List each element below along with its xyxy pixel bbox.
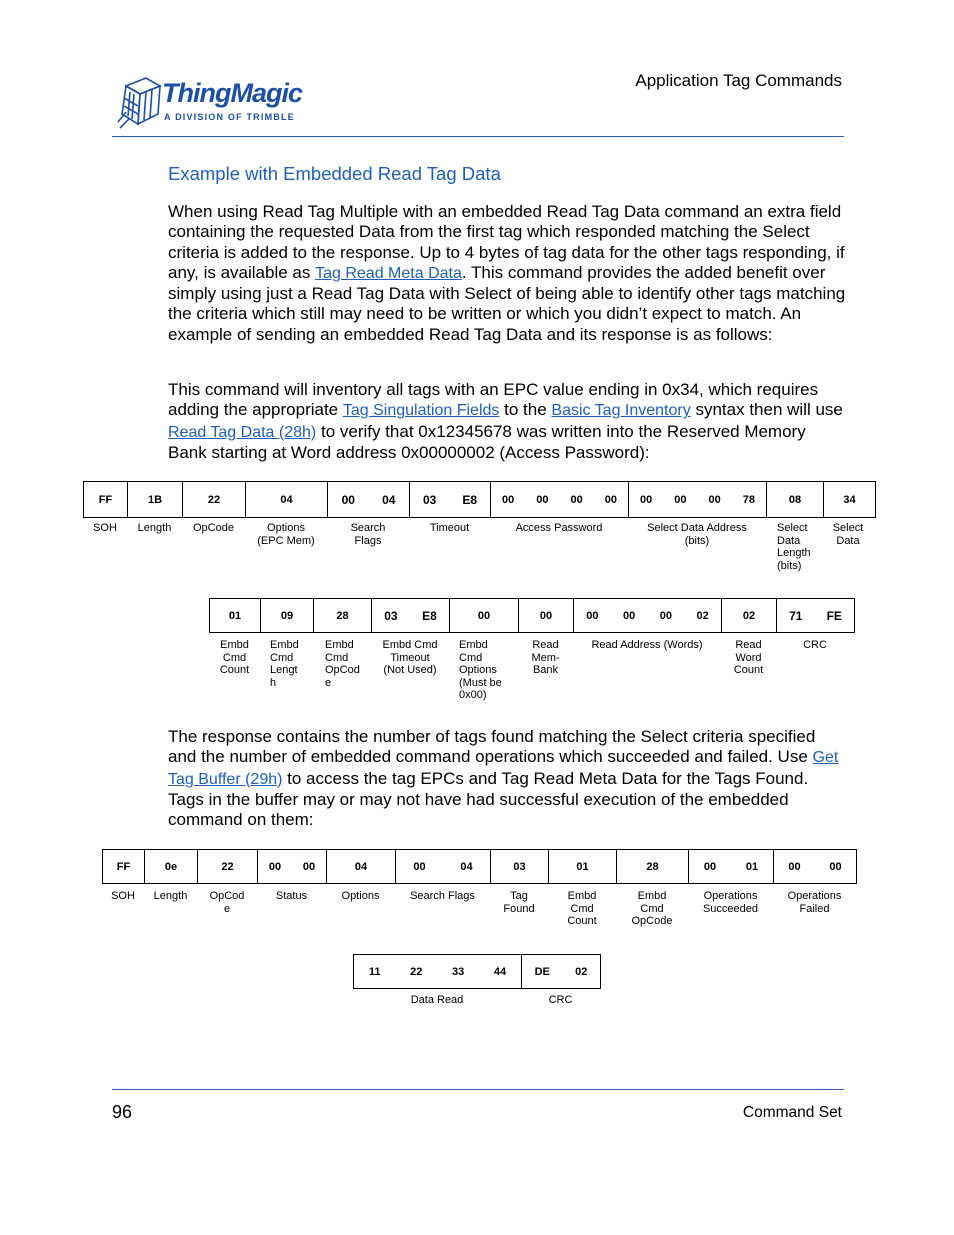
byte-cell <box>103 850 145 883</box>
byte-cell <box>372 599 450 632</box>
byte-value: 78 <box>742 493 755 506</box>
byte-value: 22 <box>410 965 423 978</box>
byte-cell <box>246 482 328 517</box>
byte-value: DE <box>534 965 550 978</box>
byte-value: 71 <box>789 608 803 623</box>
byte-value: 03 <box>422 492 437 507</box>
byte-cell <box>491 482 629 517</box>
field-label: Length <box>153 890 188 902</box>
byte-cell <box>519 599 574 632</box>
logo-mark-icon <box>116 72 162 130</box>
byte-cell <box>410 482 491 517</box>
byte-value: E8 <box>422 608 437 623</box>
byte-value: 00 <box>586 609 599 622</box>
field-label: Read Address (Words) <box>591 639 703 651</box>
byte-value: 00 <box>539 609 553 622</box>
byte-value: 28 <box>336 609 349 622</box>
byte-value: 1B <box>147 493 163 506</box>
field-label: Embd Cmd OpCode <box>631 890 673 927</box>
byte-value: 08 <box>788 493 802 506</box>
tag-singulation-fields-link[interactable]: Tag Singulation Fields <box>342 402 500 420</box>
byte-value: 00 <box>708 493 721 506</box>
byte-cell <box>722 599 777 632</box>
command-description-paragraph: This command will inventory all tags with an EPC value ending in 0x34, which requires adding the appropriate Tag Singulation Fields to the Basic Tag Inventory syntax then will use Read Tag Data (28h) to verify that 0x12345678 was written into the Reserved Memory Bank starting at Word address 0x00000002 (Access Password): <box>168 380 843 462</box>
byte-value: 00 <box>604 493 617 506</box>
byte-value: 03 <box>384 608 398 623</box>
byte-value: 04 <box>280 493 293 506</box>
byte-cell <box>629 482 767 517</box>
byte-value: 00 <box>659 609 672 622</box>
logo-wordmark: ThingMagic <box>162 78 302 108</box>
byte-cell <box>774 850 856 883</box>
footer-chapter: Command Set <box>742 1104 842 1121</box>
byte-value: 00 <box>536 493 549 506</box>
field-label: Embd Cmd Options (Must be 0x00) <box>459 639 502 701</box>
byte-value: 34 <box>843 493 856 506</box>
byte-value: E8 <box>462 492 477 507</box>
field-label: OpCode <box>193 522 234 534</box>
field-label: Access Password <box>515 522 603 534</box>
basic-tag-inventory-link[interactable]: Basic Tag Inventory <box>551 402 691 420</box>
embedded-field-labels <box>209 639 854 702</box>
response-field-labels <box>102 890 856 928</box>
field-label: Select Data Address (bits) <box>647 522 747 547</box>
get-tag-buffer-link[interactable]: Get Tag Buffer (29h) <box>168 749 839 788</box>
running-header: Application Tag Commands <box>635 71 842 90</box>
field-label: Operations Failed <box>787 890 842 915</box>
byte-value: 04 <box>354 860 368 873</box>
byte-cell <box>328 482 410 517</box>
response-bytes-table <box>102 849 857 884</box>
byte-cell <box>128 482 183 517</box>
field-label: Search Flags <box>410 890 475 902</box>
byte-cell <box>522 955 600 988</box>
byte-value: 28 <box>646 860 659 873</box>
byte-value: 09 <box>280 609 294 622</box>
field-label: Tag Found <box>503 890 535 915</box>
byte-value: 22 <box>221 860 234 873</box>
byte-value: FE <box>826 608 842 623</box>
field-label: Select Data Length (bits) <box>777 522 811 572</box>
byte-cell <box>574 599 722 632</box>
thingmagic-logo <box>116 72 316 132</box>
byte-cell <box>261 599 314 632</box>
byte-cell <box>258 850 327 883</box>
byte-value: 00 <box>674 493 687 506</box>
field-label: CRC <box>548 994 573 1006</box>
intro-paragraph: When using Read Tag Multiple with an embedded Read Tag Data command an extra field containing the requested Data from the first tag which responded matching the Select criteria is added to the response. Up to 4 bytes of tag data for the other tags responding, if any, is available as Tag Read Meta Data. This command provides the added benefit over simply using just a Read Tag Data with Select of being able to identify other tags matching the criteria which still may need to be written or which you didn’t expect to match. An example of sending an embedded Read Tag Data and its response is as follows: <box>168 202 846 344</box>
read-tag-data-link[interactable]: Read Tag Data (28h) <box>168 423 317 441</box>
byte-value: 22 <box>207 493 221 506</box>
field-label: Embd Cmd Lengt h <box>270 639 299 689</box>
field-label: Length <box>137 522 172 534</box>
byte-cell <box>777 599 854 632</box>
byte-cell <box>198 850 258 883</box>
data-read-field-labels <box>353 994 600 1007</box>
byte-value: 0e <box>164 860 178 873</box>
byte-value: 11 <box>368 965 381 978</box>
byte-cell <box>767 482 824 517</box>
field-label: Data Read <box>410 994 464 1006</box>
field-label: OpCod e <box>209 890 245 915</box>
byte-cell <box>84 482 128 517</box>
field-label: Options (EPC Mem) <box>257 522 315 547</box>
byte-cell <box>689 850 774 883</box>
byte-cell <box>183 482 246 517</box>
command-bytes-table <box>83 481 876 518</box>
byte-value: 00 <box>268 860 282 873</box>
field-label: SOH <box>111 890 135 902</box>
byte-cell <box>327 850 396 883</box>
byte-value: 02 <box>696 609 709 622</box>
byte-value: 00 <box>623 609 636 622</box>
field-label: Options <box>341 890 380 902</box>
byte-value: 01 <box>745 860 759 873</box>
field-label: Operations Succeeded <box>702 890 759 915</box>
embedded-command-bytes-table <box>209 598 855 633</box>
byte-value: 00 <box>341 492 355 507</box>
field-label: Embd Cmd Count <box>567 890 597 927</box>
tag-read-meta-data-link[interactable]: Tag Read Meta Data <box>315 264 462 282</box>
footer-rule <box>112 1089 844 1090</box>
data-read-bytes-table <box>353 954 601 989</box>
byte-value: 00 <box>703 860 717 873</box>
byte-value: 00 <box>829 860 842 873</box>
logo-tagline: A DIVISION OF TRIMBLE <box>164 112 295 122</box>
field-label: Read Word Count <box>733 639 764 676</box>
byte-value: 01 <box>228 609 242 622</box>
section-heading: Example with Embedded Read Tag Data <box>168 163 501 184</box>
response-paragraph: The response contains the number of tags found matching the Select criteria specified and the number of embedded command operations which succeeded and failed. Use Get Tag Buffer (29h) to access the tag EPCs and Tag Read Meta Data for the Tags Found. Tags in the buffer may or may not have had successful execution of the embedded command on them: <box>168 727 839 830</box>
byte-value: 00 <box>413 860 426 873</box>
field-label: Search Flags <box>350 522 386 547</box>
byte-value: 04 <box>382 492 396 507</box>
byte-value: 00 <box>570 493 583 506</box>
byte-value: FF <box>116 860 131 873</box>
field-label: SOH <box>93 522 117 534</box>
command-field-labels <box>83 522 874 572</box>
field-label: Embd Cmd Count <box>219 639 250 676</box>
byte-value: 00 <box>502 493 515 506</box>
byte-value: FF <box>98 493 113 506</box>
byte-value: 00 <box>477 609 491 622</box>
byte-cell <box>450 599 519 632</box>
field-label: Read Mem- Bank <box>531 639 560 676</box>
byte-value: 00 <box>302 860 316 873</box>
field-label: Select Data <box>832 522 864 547</box>
byte-value: 01 <box>576 860 589 873</box>
byte-value: 03 <box>513 860 526 873</box>
byte-value: 02 <box>575 965 588 978</box>
field-label: Embd Cmd OpCod e <box>325 639 360 689</box>
field-label: CRC <box>803 639 827 651</box>
byte-value: 02 <box>742 609 756 622</box>
byte-value: 33 <box>451 965 465 978</box>
byte-value: 00 <box>640 493 653 506</box>
field-label: Embd Cmd Timeout (Not Used) <box>382 639 438 676</box>
field-label: Status <box>275 890 308 902</box>
byte-cell <box>314 599 372 632</box>
byte-value: 44 <box>493 965 507 978</box>
byte-cell <box>210 599 261 632</box>
byte-cell <box>396 850 491 883</box>
byte-cell <box>549 850 617 883</box>
byte-value: 00 <box>788 860 801 873</box>
byte-cell <box>491 850 549 883</box>
byte-cell <box>617 850 689 883</box>
byte-cell <box>145 850 198 883</box>
byte-cell <box>824 482 875 517</box>
page-number: 96 <box>112 1102 133 1122</box>
byte-value: 04 <box>460 860 473 873</box>
field-label: Timeout <box>429 522 470 534</box>
byte-cell <box>354 955 522 988</box>
header-rule <box>112 136 844 137</box>
